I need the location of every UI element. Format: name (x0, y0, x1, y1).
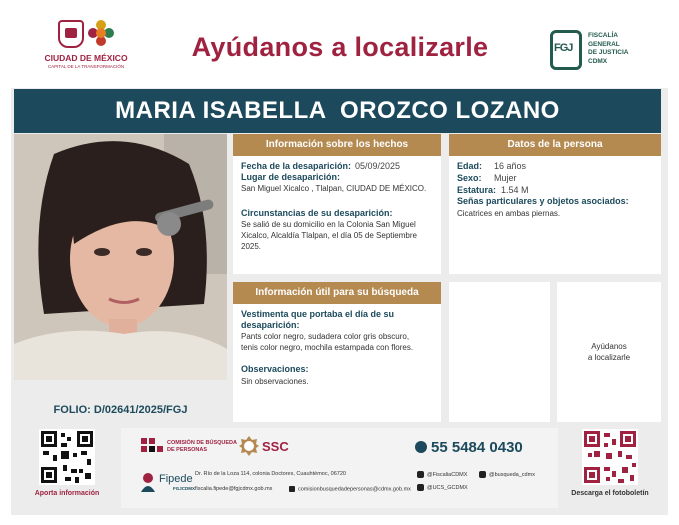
circ-label: Circunstancias de su desaparición: (241, 208, 393, 218)
estatura-label: Estatura: (457, 185, 497, 195)
comision-logo-icon (141, 438, 163, 456)
x-social-icon (479, 471, 486, 478)
estatura-value: 1.54 M (501, 185, 529, 195)
blank-panel (449, 282, 550, 422)
fecha-value: 05/09/2025 (355, 161, 401, 171)
vest-label-1: Vestimenta que portaba el día de su (241, 309, 395, 319)
qr-code-left[interactable] (39, 429, 95, 485)
qr-right-icon (582, 429, 638, 485)
vest-label-2: desaparición: (241, 320, 300, 330)
ssc-label: SSC (262, 439, 289, 454)
cdmx-logo-sub: CAPITAL DE LA TRANSFORMACIÓN (47, 64, 125, 69)
fgj-mark-icon (550, 30, 582, 70)
sexo-value: Mujer (494, 173, 517, 183)
lugar-label: Lugar de desaparición: (241, 172, 341, 182)
person-photo (14, 134, 227, 380)
name-banner (14, 89, 661, 133)
vest-line-2: tenis color negro, mochila estampada con flores. (241, 343, 414, 352)
x-social-icon (417, 484, 424, 491)
email-comision[interactable]: comisionbusquedadepersonas@cdmx.gob.mx (289, 486, 411, 492)
phone-icon (415, 441, 427, 453)
person-data-panel (449, 134, 661, 274)
person-name: MARIA ISABELLA OROZCO LOZANO (115, 97, 560, 124)
social-ucs[interactable]: @UCS_GCDMX (417, 484, 468, 491)
circ-line-1: Se salió de su domicilio en la Colonia San Miguel (241, 220, 416, 229)
lugar-value: San Miguel Xicalco , Tlalpan, CIUDAD DE MÉXICO. (241, 184, 427, 193)
edad-value: 16 años (494, 161, 527, 171)
email-fipede[interactable]: fiscalia.fipede@fgjcdmx.gob.mx (195, 486, 273, 492)
fgj-logo (550, 28, 650, 72)
social-fiscalia[interactable]: @FiscaliaCDMX (417, 471, 467, 478)
fgj-logo-text: FISCALÍA GENERAL DE JUSTICIA CDMX (588, 32, 629, 65)
qr-code-right[interactable] (582, 429, 638, 485)
fipede-label: Fipede (159, 473, 193, 485)
help-panel (557, 282, 661, 422)
circ-line-3: 2025. (241, 242, 262, 251)
left-qr-caption: Aporta información (34, 490, 100, 497)
fipede-logo-icon (139, 472, 157, 492)
obs-value: Sin observaciones. (241, 377, 309, 386)
folio-number: FOLIO: D/02641/2025/FGJ (53, 404, 188, 416)
obs-label: Observaciones: (241, 364, 309, 374)
cdmx-emblem-icon (58, 20, 84, 48)
search-info-heading: Información útil para su búsqueda (233, 282, 441, 304)
facts-panel (233, 134, 441, 274)
edad-label: Edad: (457, 161, 483, 171)
vest-line-1: Pants color negro, sudadera color gris obscuro, (241, 332, 410, 341)
flower-icon (88, 20, 114, 48)
footer-contact-box (121, 428, 558, 508)
sexo-label: Sexo: (457, 173, 482, 183)
help-line-2: a localizarle (587, 353, 631, 362)
senas-label: Señas particulares y objetos asociados: (457, 196, 629, 206)
cdmx-logo (42, 20, 128, 76)
address: Dr. Río de la Loza 114, colonia Doctores, Cuauhtémoc, 06720 (195, 471, 346, 477)
help-line-1: Ayúdanos (591, 342, 627, 351)
comision-text: COMISIÓN DE BÚSQUEDA DE PERSONAS (167, 440, 237, 453)
social-busqueda[interactable]: @busqueda_cdmx (479, 471, 535, 478)
search-info-panel (233, 282, 441, 422)
fipede-sub: FGJCDMX (173, 486, 196, 491)
person-data-heading: Datos de la persona (449, 134, 661, 156)
email-icon (289, 486, 295, 492)
cdmx-logo-name: CIUDAD DE MÉXICO (44, 53, 128, 63)
ssc-badge-icon (239, 436, 259, 456)
phone-number[interactable]: 55 5484 0430 (415, 439, 523, 456)
fecha-label: Fecha de la desaparición: (241, 161, 352, 171)
facts-heading: Información sobre los hechos (233, 134, 441, 156)
right-qr-caption: Descarga el fotoboletín (571, 490, 649, 497)
page-title: Ayúdanos a localizarle (191, 32, 489, 62)
person-photo-image (14, 134, 227, 380)
senas-value: Cicatrices en ambas piernas. (457, 209, 561, 218)
circ-line-2: Xicalco, Alcaldía Tlalpan, el día 05 de Septiembre (241, 231, 417, 240)
qr-left-icon (39, 429, 95, 485)
x-social-icon (417, 471, 424, 478)
